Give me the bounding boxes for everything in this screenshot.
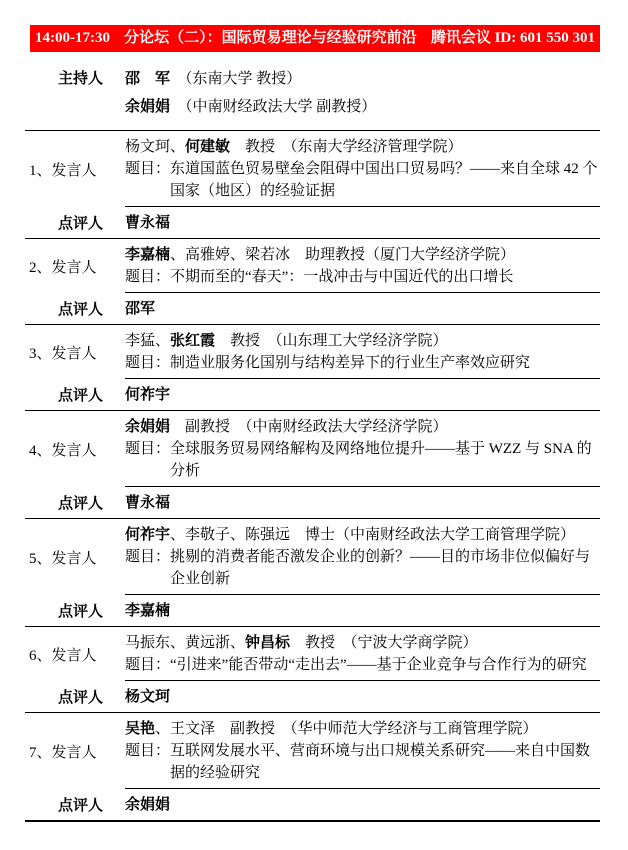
host-name: 邵 军 [125,71,171,87]
speaker-name-bold: 李嘉楠 [125,247,171,263]
paper-title: 题目：制造业服务化国别与结构差异下的行业生产率效应研究 [125,355,531,371]
host-entry [125,93,600,121]
speaker-names [125,136,600,158]
commenter-row [25,206,600,238]
commenter-cell [125,680,600,712]
speaker-names [125,416,600,438]
speaker-name-text: 杨文珂、 [125,139,186,155]
speaker-name-bold: 吴艳 [125,721,156,737]
speaker-names [125,718,600,740]
commenter-name: 曹永福 [125,215,171,231]
host-block [25,52,600,131]
host-row [25,65,600,93]
speaker-block [125,524,600,590]
speaker-names [125,244,600,266]
speaker-block [125,718,600,784]
commenter-cell [125,292,600,324]
speaker-block [125,136,600,202]
speaker-row [25,239,600,292]
speaker-name-text: 副教授 （中南财经政法大学经济学院） [170,419,448,435]
session-section-7 [25,713,600,822]
commenter-row [25,292,600,324]
speaker-row [25,519,600,594]
speaker-name-bold: 何祚宇 [125,527,171,543]
commenter-name: 曹永福 [125,495,171,511]
paper-title: 题目：东道国蓝色贸易壁垒会阻碍中国出口贸易吗？——来自全球 42 个国家（地区）的经验证据 [125,161,598,199]
host-affiliation: （中南财经政法大学 副教授） [185,99,377,115]
session-section-4 [25,411,600,519]
speaker-number-label: 3、发言人 [29,345,97,362]
speaker-row [25,325,600,378]
host-affiliation: （东南大学 教授） [185,71,302,87]
speaker-row [25,131,600,206]
commenter-row [25,680,600,712]
speaker-name-text: 、高雅婷、梁若冰 助理教授（厦门大学经济学院） [170,247,516,263]
commenter-row [25,788,600,820]
host-label: 主持人 [58,71,104,87]
host-name: 余娟娟 [125,99,171,115]
speaker-number-label: 6、发言人 [29,647,97,664]
speaker-name-bold: 余娟娟 [125,419,171,435]
commenter-name: 邵军 [125,301,156,317]
session-section-5 [25,519,600,627]
speaker-name-text: 教授 （东南大学经济管理学院） [230,139,463,155]
session-title: 分论坛（二）：国际贸易理论与经验研究前沿 [124,30,417,46]
session-header-bar [30,25,600,52]
commenter-name: 杨文珂 [125,689,171,705]
speaker-block [125,330,600,374]
speaker-name-text: 李猛、 [125,333,171,349]
commenter-label: 点评人 [58,495,104,512]
commenter-label: 点评人 [58,387,104,404]
speaker-names [125,330,600,352]
commenter-label: 点评人 [58,301,104,318]
commenter-label: 点评人 [58,603,104,620]
speaker-row [25,713,600,788]
commenter-cell [125,788,600,820]
meeting-id: 腾讯会议 ID: 601 550 301 [430,30,595,46]
commenter-label: 点评人 [58,215,104,232]
commenter-label: 点评人 [58,797,104,814]
commenter-cell [125,206,600,238]
speaker-number-label: 2、发言人 [29,259,97,276]
paper-title: 题目：“引进来”能否带动“走出去”——基于企业竞争与合作行为的研究 [125,657,587,673]
speaker-name-text: 马振东、黄远浙、 [125,635,246,651]
commenter-row [25,378,600,410]
commenter-cell [125,378,600,410]
commenter-row [25,486,600,518]
session-section-1 [25,131,600,239]
speaker-row [25,627,600,680]
paper-title: 题目：互联网发展水平、营商环境与出口规模关系研究——来自中国数据的经验研究 [125,743,591,781]
speaker-number-label: 4、发言人 [29,442,97,459]
paper-title: 题目：全球服务贸易网络解构及网络地位提升——基于 WZZ 与 SNA 的分析 [125,441,592,479]
session-section-3 [25,325,600,411]
commenter-name: 何祚宇 [125,387,171,403]
host-row [25,93,600,121]
speaker-block [125,632,600,676]
speaker-block [125,416,600,482]
speaker-names [125,632,600,654]
speaker-block [125,244,600,288]
paper-title: 题目：不期而至的“春天”：一战冲击与中国近代的出口增长 [125,269,514,285]
speaker-name-text: 、王文泽 副教授 （华中师范大学经济与工商管理学院） [155,721,538,737]
speaker-number-label: 7、发言人 [29,744,97,761]
speaker-number-label: 5、发言人 [29,550,97,567]
speaker-row [25,411,600,486]
commenter-row [25,594,600,626]
commenter-name: 李嘉楠 [125,603,171,619]
host-label-spacer [25,93,125,121]
session-section-2 [25,239,600,325]
host-entry [125,65,600,93]
paper-title: 题目：挑剔的消费者能否激发企业的创新？——目的市场非位似偏好与企业创新 [125,549,591,587]
commenter-cell [125,486,600,518]
speaker-name-text: 教授 （宁波大学商学院） [290,635,478,651]
session-section-6 [25,627,600,713]
speaker-names [125,524,600,546]
commenter-name: 余娟娟 [125,797,171,813]
speaker-name-text: 、李敬子、陈强远 博士（中南财经政法大学工商管理学院） [170,527,576,543]
commenter-cell [125,594,600,626]
commenter-label: 点评人 [58,689,104,706]
speaker-name-bold: 何建敏 [185,139,231,155]
speaker-name-bold: 张红霞 [170,333,216,349]
speaker-name-bold: 钟昌标 [245,635,291,651]
session-time: 14:00-17:30 [35,30,110,46]
speaker-name-text: 教授 （山东理工大学经济学院） [215,333,448,349]
speaker-number-label: 1、发言人 [29,162,97,179]
